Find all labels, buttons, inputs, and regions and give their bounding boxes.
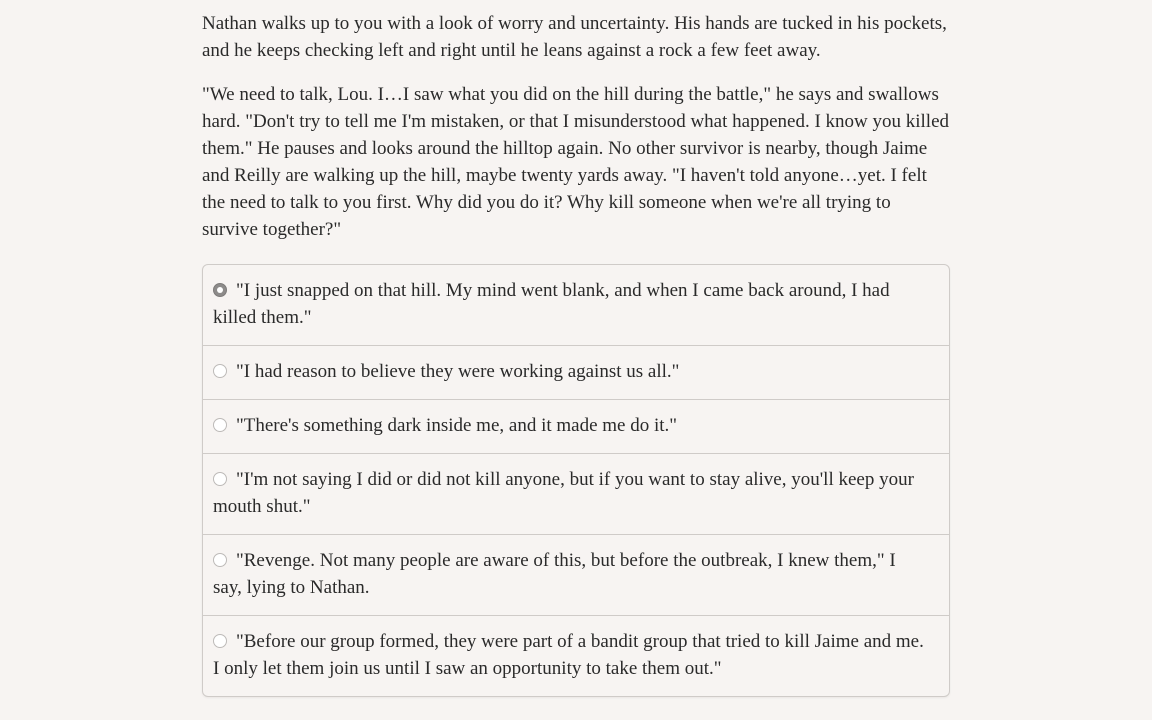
passage-paragraph-1: Nathan walks up to you with a look of worry and uncertainty. His hands are tucked in his pockets, and he keeps checking left and right until he leans against a rock a few feet away.	[202, 13, 947, 61]
choice-option-1-text: "I just snapped on that hill. My mind went blank, and when I came back around, I had killed them."	[213, 280, 890, 328]
choice-option-3-text: "There's something dark inside me, and it made me do it."	[236, 415, 678, 436]
choice-option-5[interactable]	[203, 534, 949, 615]
choice-option-5-text: "Revenge. Not many people are aware of this, but before the outbreak, I knew them," I say, lying to Nathan.	[213, 550, 896, 598]
choice-option-4-text: "I'm not saying I did or did not kill anyone, but if you want to stay alive, you'll keep your mouth shut."	[213, 469, 914, 517]
radio-unselected-icon[interactable]	[213, 472, 227, 486]
choice-option-4[interactable]	[203, 453, 949, 534]
story-passage	[202, 10, 950, 243]
radio-unselected-icon[interactable]	[213, 553, 227, 567]
radio-unselected-icon[interactable]	[213, 418, 227, 432]
choice-option-1[interactable]	[203, 265, 949, 345]
radio-unselected-icon[interactable]	[213, 634, 227, 648]
radio-selected-icon[interactable]	[213, 283, 227, 297]
choice-list	[202, 264, 950, 697]
choice-option-6[interactable]	[203, 615, 949, 696]
choice-option-2[interactable]	[203, 345, 949, 399]
choice-option-3[interactable]	[203, 399, 949, 453]
passage-paragraph-2: "We need to talk, Lou. I…I saw what you did on the hill during the battle," he says and swallows hard. "Don't try to tell me I'm mistaken, or that I misunderstood what happened. I know you killed them." He pauses and looks around the hilltop again. No other survivor is nearby, though Jaime and Reilly are walking up the hill, maybe twenty yards away. "I haven't told anyone…yet. I felt the need to talk to you first. Why did you do it? Why kill someone when we're all trying to survive together?"	[202, 84, 950, 240]
radio-unselected-icon[interactable]	[213, 364, 227, 378]
choice-option-2-text: "I had reason to believe they were working against us all."	[236, 361, 680, 382]
choice-option-6-text: "Before our group formed, they were part of a bandit group that tried to kill Jaime and me. I only let them join us until I saw an opportunity to take them out."	[213, 631, 924, 679]
story-page	[202, 10, 950, 697]
